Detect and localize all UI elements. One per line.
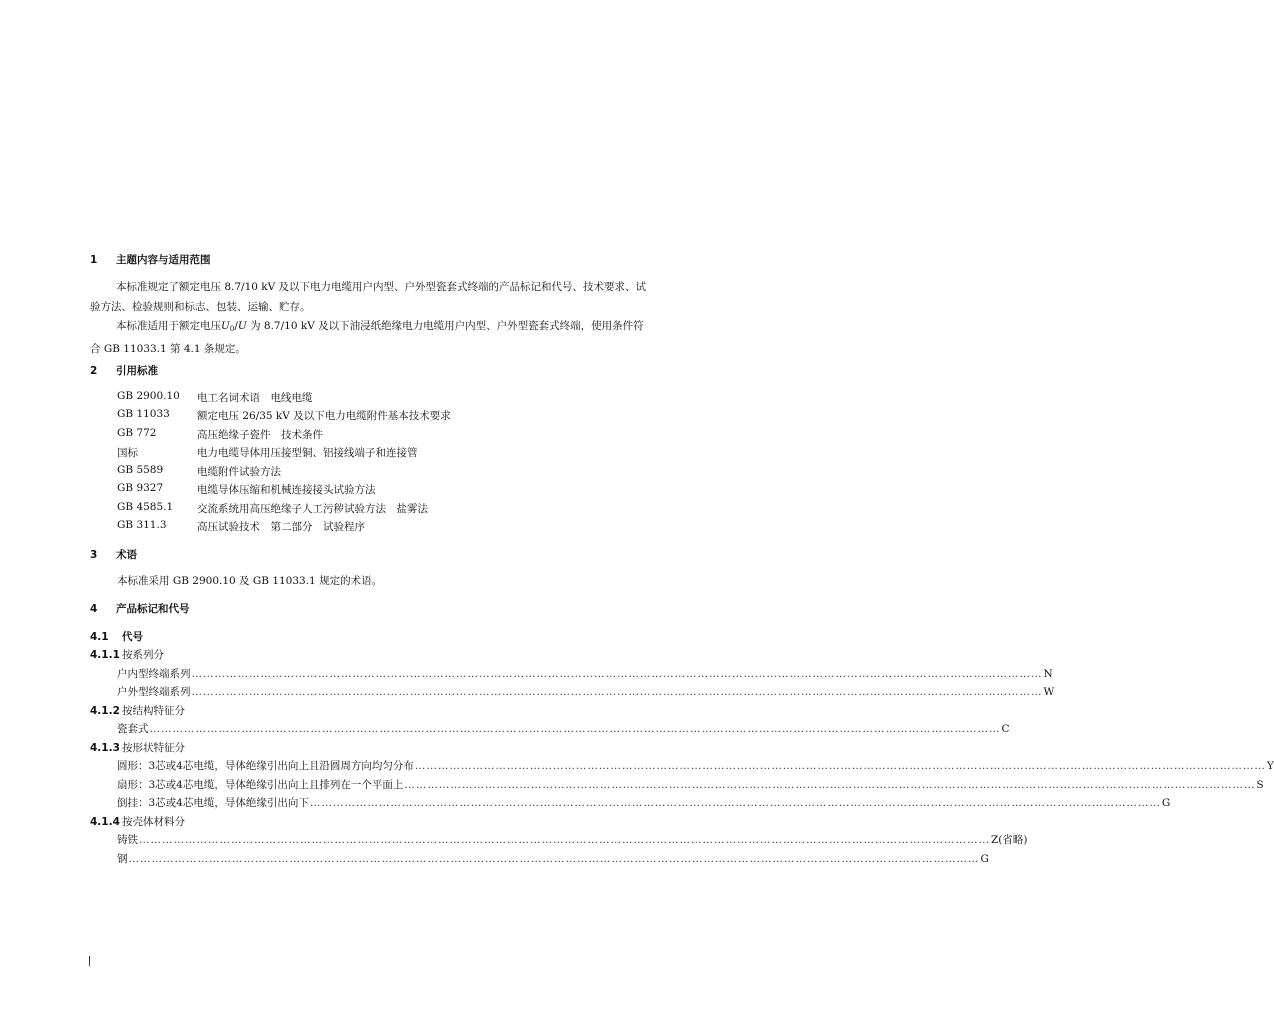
reference-code: GB 5589 <box>117 464 164 476</box>
section-title: 主题内容与适用范围 <box>116 254 211 266</box>
subsection-number: 4.1.4 <box>90 816 120 828</box>
code-entry <box>117 666 1053 681</box>
paragraph-text: 本标准规定了额定电压 8.7/10 kV 及以下电力电缆用户内型、户外型瓷套式终端的产品标记和代号、技术要求、试验方法、检验规则和标志、包装、运输、贮存。 <box>90 281 647 313</box>
code-entry <box>117 851 989 866</box>
leader-dots: …………………………………………………………………………………………………………………………………………………………………………………………………… <box>149 723 1001 735</box>
code-value: Y <box>1266 760 1274 772</box>
reference-code: GB 772 <box>117 427 157 439</box>
reference-code: GB 9327 <box>117 482 164 494</box>
reference-title: 交流系统用高压绝缘子人工污秽试验方法 盐雾法 <box>197 503 428 515</box>
subsection-number: 4.1.3 <box>90 742 120 754</box>
section-1-paragraph-1 <box>90 277 650 317</box>
section-1-heading <box>90 252 211 267</box>
leader-dots: …………………………………………………………………………………………………………………………………………………………………………………………………… <box>414 760 1266 772</box>
leader-dots: …………………………………………………………………………………………………………………………………………………………………………………………………… <box>309 797 1161 809</box>
code-value: N <box>1043 668 1053 680</box>
code-value: G <box>1161 797 1171 809</box>
reference-code: GB 311.3 <box>117 519 167 531</box>
section-title: 产品标记和代号 <box>116 603 190 615</box>
reference-code: GB 2900.10 <box>117 390 180 402</box>
reference-title: 电缆导体压缩和机械连接接头试验方法 <box>197 484 376 496</box>
section-title: 术语 <box>116 549 137 561</box>
code-label: 圆形：3芯或4芯电缆，导体绝缘引出向上且沿圆周方向均匀分布 <box>117 760 414 772</box>
code-entry <box>117 721 1010 736</box>
code-label: 钢 <box>117 853 128 865</box>
subsection-4-1-4-heading <box>90 814 185 829</box>
symbol-u: U <box>221 320 230 332</box>
section-number: 1 <box>90 254 98 266</box>
subsection-title: 代号 <box>122 631 143 643</box>
reference-title: 电缆附件试验方法 <box>197 466 281 478</box>
leader-dots: …………………………………………………………………………………………………………………………………………………………………………………………………… <box>128 853 980 865</box>
section-number: 2 <box>90 365 98 377</box>
leader-dots: …………………………………………………………………………………………………………………………………………………………………………………………………… <box>404 779 1256 791</box>
paragraph-text: 为 8.7/10 kV 及以下油浸纸绝缘电力电缆用户内型、户外型瓷套式终端，使用条件符合 GB 11033.1 第 4.1 条规定。 <box>90 320 644 355</box>
code-label: 户外型终端系列 <box>117 686 191 698</box>
reference-title: 电力电缆导体用压接型铜、铝接线端子和连接管 <box>197 447 418 459</box>
reference-title: 高压试验技术 第二部分 试验程序 <box>197 521 365 533</box>
section-3-paragraph: 本标准采用 GB 2900.10 及 GB 11033.1 规定的术语。 <box>117 575 383 587</box>
code-label: 扇形：3芯或4芯电缆，导体绝缘引出向上且排列在一个平面上 <box>117 779 404 791</box>
section-1-paragraph-2 <box>90 316 650 359</box>
reference-title: 额定电压 26/35 kV 及以下电力电缆附件基本技术要求 <box>197 410 451 422</box>
subsection-title: 按形状特征分 <box>122 742 185 754</box>
reference-title: 电工名词术语 电线电缆 <box>197 392 313 404</box>
reference-code: 国标 <box>117 447 138 459</box>
subsection-4-1-3-heading <box>90 740 185 755</box>
reference-code: GB 4585.1 <box>117 501 174 513</box>
subsection-number: 4.1.2 <box>90 705 120 717</box>
code-value: S <box>1256 779 1264 791</box>
subsection-4-1-heading <box>90 629 143 644</box>
code-entry <box>117 758 1274 773</box>
margin-mark <box>89 956 90 966</box>
leader-dots: …………………………………………………………………………………………………………………………………………………………………………………………………… <box>191 686 1043 698</box>
code-entry <box>117 777 1264 792</box>
code-label: 铸铁 <box>117 834 138 846</box>
section-2-heading <box>90 363 158 378</box>
code-label: 瓷套式 <box>117 723 149 735</box>
reference-code: GB 11033 <box>117 408 170 420</box>
subsection-number: 4.1 <box>90 631 109 643</box>
code-entry <box>117 684 1055 699</box>
section-3-heading <box>90 547 137 562</box>
section-title: 引用标准 <box>116 365 158 377</box>
code-value: W <box>1043 686 1055 698</box>
section-number: 3 <box>90 549 98 561</box>
symbol-slash: / <box>234 320 238 332</box>
leader-dots: …………………………………………………………………………………………………………………………………………………………………………………………………… <box>139 834 990 846</box>
subsection-number: 4.1.1 <box>90 649 120 661</box>
section-number: 4 <box>90 603 98 615</box>
symbol-subscript: 0 <box>229 325 235 333</box>
subsection-4-1-1-heading <box>90 647 164 662</box>
subsection-4-1-2-heading <box>90 703 185 718</box>
section-4-heading <box>90 601 190 616</box>
subsection-title: 按系列分 <box>122 649 164 661</box>
code-value: Z(省略) <box>991 834 1028 846</box>
code-entry <box>117 832 1028 847</box>
subsection-title: 按壳体材料分 <box>122 816 185 828</box>
code-label: 倒挂：3芯或4芯电缆，导体绝缘引出向下 <box>117 797 309 809</box>
code-value: C <box>1001 723 1010 735</box>
subsection-title: 按结构特征分 <box>122 705 185 717</box>
leader-dots: …………………………………………………………………………………………………………………………………………………………………………………………………… <box>191 668 1043 680</box>
code-entry <box>117 795 1171 810</box>
paragraph-text: 本标准适用于额定电压 <box>116 320 221 332</box>
symbol-u: U <box>237 320 247 332</box>
code-label: 户内型终端系列 <box>117 668 191 680</box>
reference-title: 高压绝缘子瓷件 技术条件 <box>197 429 323 441</box>
code-value: G <box>980 853 989 865</box>
